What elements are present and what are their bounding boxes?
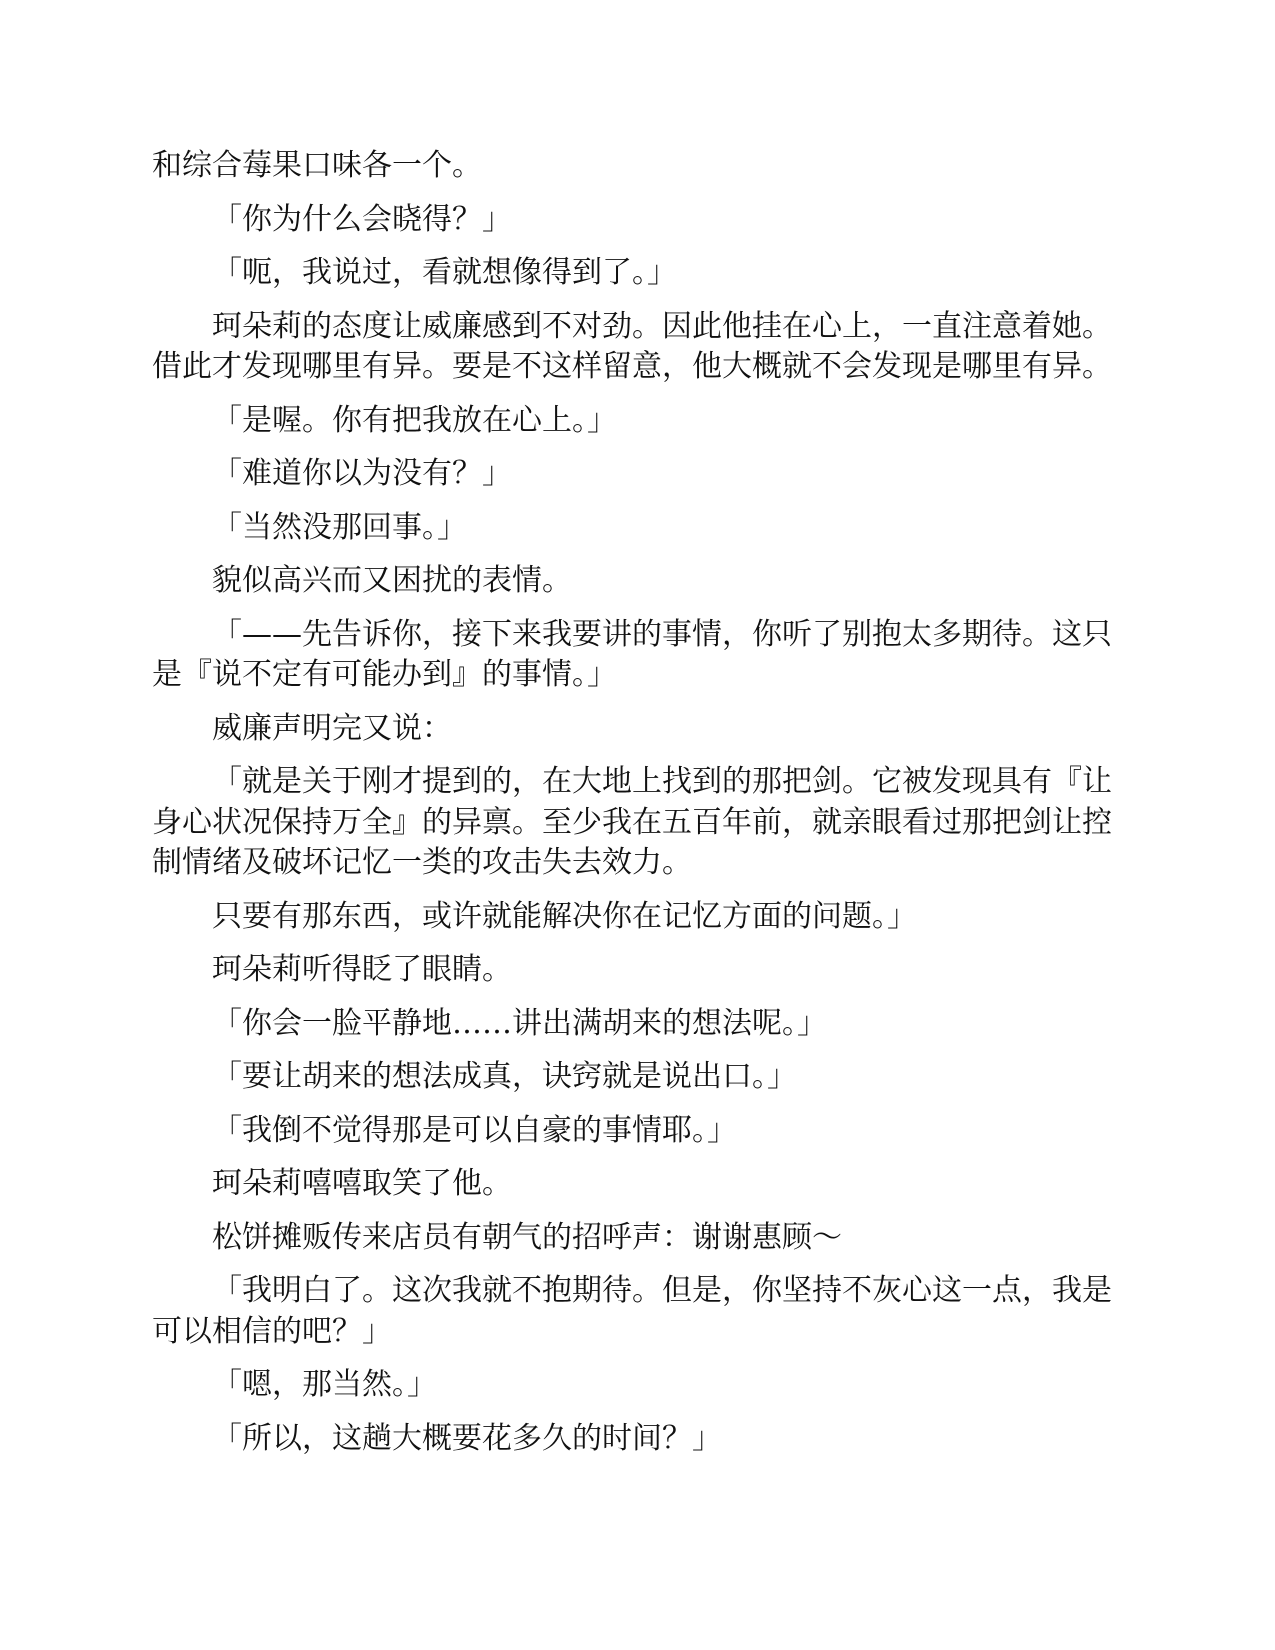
paragraph: 只要有那东西，或许就能解决你在记忆方面的问题。」 xyxy=(212,898,917,934)
paragraph: 「当然没那回事。」 xyxy=(212,509,467,545)
paragraph: 「我倒不觉得那是可以自豪的事情耶。」 xyxy=(212,1112,737,1148)
paragraph: 「难道你以为没有？」 xyxy=(212,456,512,491)
paragraph: 「——先告诉你，接下来我要讲的事情，你听了别抱太多期待。这只是『说不定有可能办到』的事情。」 xyxy=(152,616,1112,692)
paragraph: 珂朵莉嘻嘻取笑了他。 xyxy=(212,1166,512,1201)
paragraph: 珂朵莉听得眨了眼睛。 xyxy=(212,952,512,987)
paragraph: 「我明白了。这次我就不抱期待。但是，你坚持不灰心这一点，我是可以相信的吧？」 xyxy=(152,1273,1112,1349)
paragraph: 威廉声明完又说： xyxy=(212,710,452,746)
paragraph: 「嗯，那当然。」 xyxy=(212,1367,437,1402)
paragraph: 「呃，我说过，看就想像得到了。」 xyxy=(212,255,677,290)
paragraph: 和综合莓果口味各一个。 xyxy=(152,148,482,183)
text-body xyxy=(152,146,1127,1472)
paragraph: 「你为什么会晓得？」 xyxy=(212,201,512,237)
paragraph: 松饼摊贩传来店员有朝气的招呼声：谢谢惠顾～ xyxy=(212,1219,842,1255)
paragraph: 「要让胡来的想法成真，诀窍就是说出口。」 xyxy=(212,1059,797,1094)
paragraph: 「就是关于刚才提到的，在大地上找到的那把剑。它被发现具有『让身心状况保持万全』的异禀。至少我在五百年前，就亲眼看过那把剑让控制情绪及破坏记忆一类的攻击失去效力。 xyxy=(152,764,1112,880)
paragraph: 貌似高兴而又困扰的表情。 xyxy=(212,563,572,598)
paragraph: 「所以，这趟大概要花多久的时间？」 xyxy=(212,1420,722,1456)
paragraph: 「你会一脸平静地……讲出满胡来的想法呢。」 xyxy=(212,1005,827,1041)
paragraph: 「是喔。你有把我放在心上。」 xyxy=(212,402,617,438)
paragraph: 珂朵莉的态度让威廉感到不对劲。因此他挂在心上，一直注意着她。借此才发现哪里有异。要是不这样留意，他大概就不会发现是哪里有异。 xyxy=(152,308,1112,384)
